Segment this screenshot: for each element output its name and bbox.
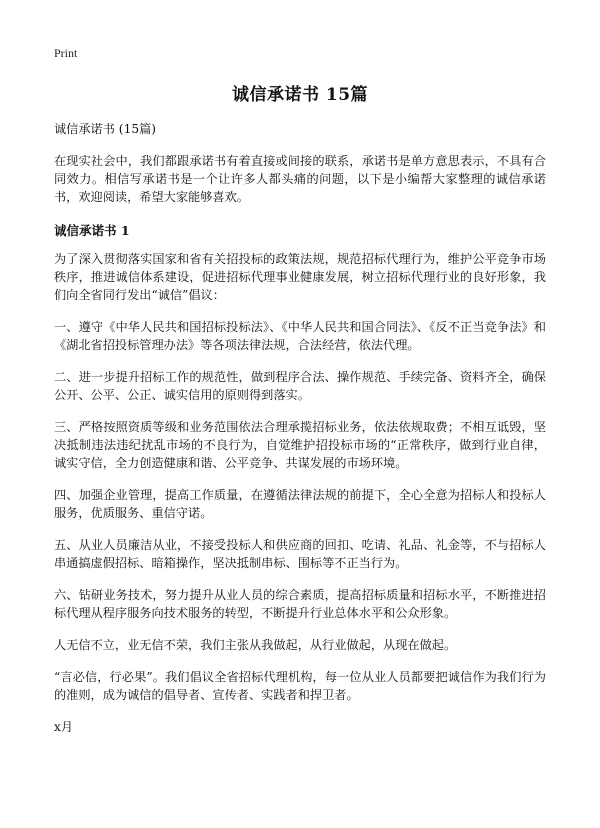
intro-paragraph: 在现实社会中，我们都跟承诺书有着直接或间接的联系，承诺书是单方意思表示，不具有合同效力。相信写承诺书是一个让许多人都头痛的问题，以下是小编帮大家整理的诚信承诺书，欢迎阅读，希望大家能够喜欢。 — [54, 154, 546, 204]
date-line: x月 — [54, 720, 74, 734]
paragraph-closing-2: “言必信，行必果”。我们倡议全省招标代理机构，每一位从业人员都要把诚信作为我们行为的准则，成为诚信的倡导者、宣传者、实践者和捍卫者。 — [54, 670, 546, 702]
paragraph-item-1: 一、遵守《中华人民共和国招标投标法》、《中华人民共和国合同法》、《反不正当竞争法》和《湖北省招投标管理办法》等各项法律法规，合法经营，依法代理。 — [54, 320, 546, 352]
paragraph-item-6: 六、钻研业务技术，努力提升从业人员的综合素质，提高招标质量和招标水平，不断推进招标代理从程序服务向技术服务的转型，不断提升行业总体水平和公众形象。 — [54, 588, 546, 620]
page-title: 诚信承诺书 15篇 — [231, 85, 369, 105]
document-body — [54, 120, 546, 750]
paragraph-item-5: 五、从业人员廉洁从业，不接受投标人和供应商的回扣、吃请、礼品、礼金等，不与招标人串通搞虚假招标、暗箱操作，坚决抵制串标、围标等不正当行为。 — [54, 538, 546, 570]
paragraph-item-4: 四、加强企业管理，提高工作质量，在遵循法律法规的前提下，全心全意为招标人和投标人服务，优质服务、重信守诺。 — [54, 488, 546, 520]
section-heading: 诚信承诺书 1 — [54, 223, 130, 238]
paragraph-closing-1: 人无信不立，业无信不荣，我们主张从我做起，从行业做起，从现在做起。 — [54, 638, 457, 652]
print-link[interactable]: Print — [54, 46, 78, 60]
paragraph-item-2: 二、进一步提升招标工作的规范性，做到程序合法、操作规范、手续完备、资料齐全，确保公开、公平、公正、诚实信用的原则得到落实。 — [54, 370, 546, 402]
document-subtitle: 诚信承诺书 (15篇) — [54, 122, 157, 136]
paragraph-item-3: 三、严格按照资质等级和业务范围依法合理承揽招标业务，依法依规取费；不相互诋毁，坚决抵制违法违纪扰乱市场的不良行为，自觉维护招投标市场的“正常秩序，做到行业自律，诚实守信，全力创造健康和谐、公平竞争、共谋发展的市场环境。 — [54, 420, 546, 470]
paragraph-preamble: 为了深入贯彻落实国家和省有关招投标的政策法规，规范招标代理行为，维护公平竞争市场秩序，推进诚信体系建设，促进招标代理事业健康发展，树立招标代理行业的良好形象，我们向全省同行发出“诚信”倡议： — [54, 252, 546, 302]
